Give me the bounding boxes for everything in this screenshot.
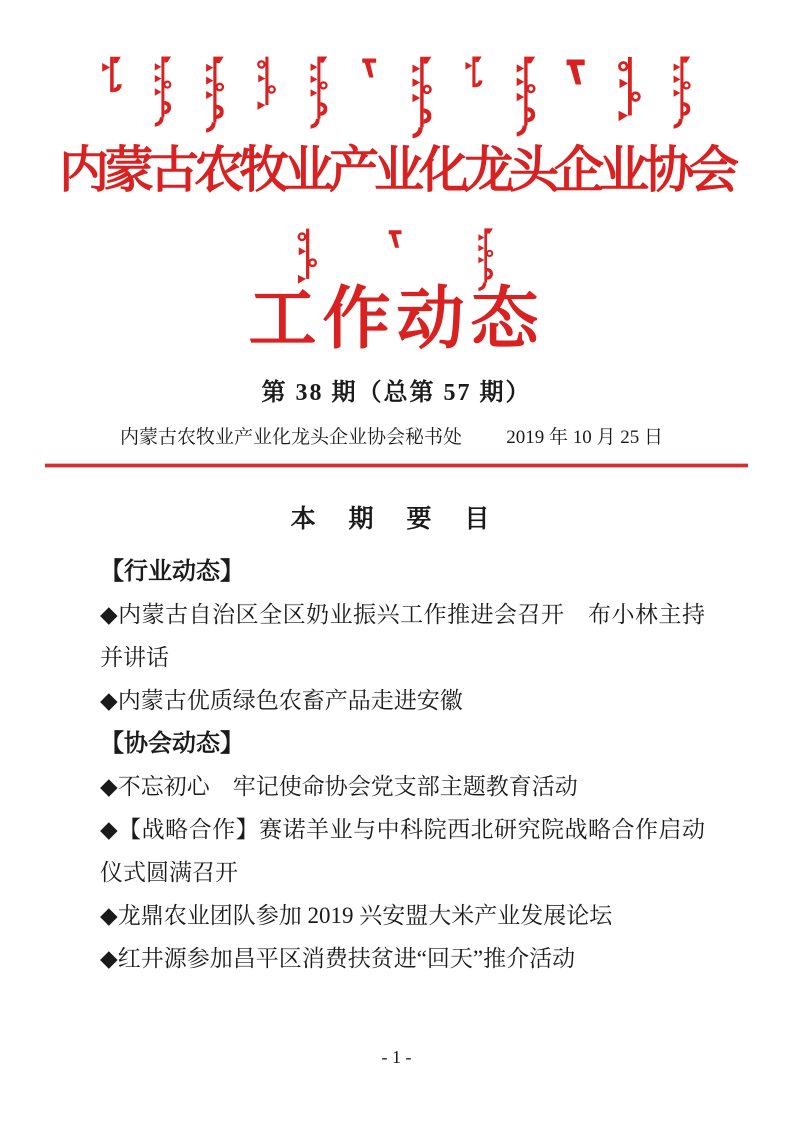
masthead-title: 工作动态	[248, 281, 545, 357]
publish-date: 2019 年 10 月 25 日	[506, 427, 663, 448]
mongolian-glyph-icon	[500, 55, 552, 139]
contents-title: 本 期 要 目	[290, 505, 503, 533]
mongolian-glyph-icon	[552, 55, 604, 89]
page-number: - 1 -	[381, 1047, 412, 1067]
mongolian-glyph-icon	[448, 55, 500, 95]
mongolian-glyph-icon	[293, 55, 345, 131]
section-heading-industry: 【行业动态】	[100, 558, 244, 585]
mongolian-glyph-icon	[86, 55, 138, 101]
association-title: 内蒙古农牧业产业化龙头企业协会	[59, 142, 734, 198]
mongolian-glyph-icon	[396, 55, 448, 141]
red-divider-rule	[45, 463, 748, 468]
toc-item: ◆内蒙古优质绿色农畜产品走进安徽	[100, 688, 463, 713]
mongolian-glyph-icon	[604, 55, 656, 125]
mongolian-glyph-icon	[263, 227, 352, 287]
mongolian-glyph-icon	[656, 55, 708, 131]
publisher-name: 内蒙古农牧业产业化龙头企业协会秘书处	[120, 427, 463, 448]
toc-item: ◆不忘初心 牢记使命协会党支部主题教育活动	[100, 774, 578, 799]
section-heading-association: 【协会动态】	[100, 730, 244, 757]
toc-item: ◆【战略合作】赛诺羊业与中科院西北研究院战略合作启动仪式圆满召开	[100, 817, 705, 885]
mongolian-glyph-icon	[137, 55, 189, 129]
toc-item: ◆龙鼎农业团队参加 2019 兴安盟大米产业发展论坛	[100, 903, 613, 928]
mongolian-glyph-icon	[345, 55, 397, 81]
toc-item: ◆红井源参加昌平区消费扶贫进“回天”推介活动	[100, 946, 576, 971]
mongolian-glyph-icon	[241, 55, 293, 113]
issue-number: 第 38 期（总第 57 期）	[261, 380, 532, 406]
contents-list	[100, 550, 705, 980]
mongolian-glyph-icon	[189, 55, 241, 135]
mongolian-glyph-icon	[352, 227, 441, 251]
mongolian-script-banner	[86, 55, 708, 137]
toc-item: ◆内蒙古自治区全区奶业振兴工作推进会召开 布小林主持并讲话	[100, 602, 705, 670]
publication-row	[120, 422, 663, 449]
